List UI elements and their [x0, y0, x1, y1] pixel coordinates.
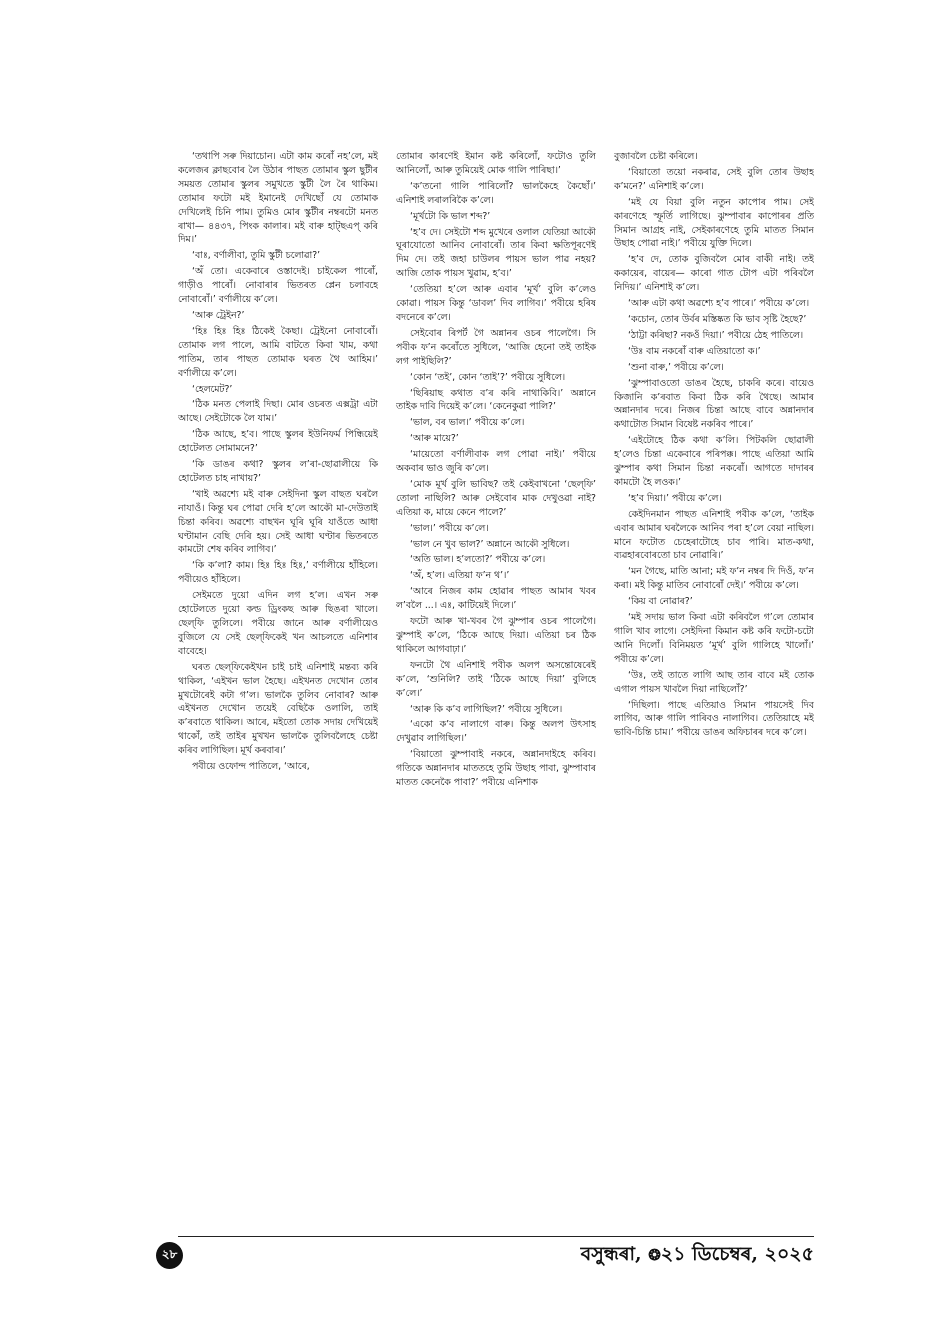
paragraph: ‘অঁ তো। একেবাৰে ওস্তাদেই। চাইকেল পাৰোঁ, গাড়ীও পাৰোঁ। নোবাৰাৰ ভিতৰত প্লেন চলাবহে নোবাৰোঁ।’ বৰ্ণালীয়ে ক’লে। [178, 266, 378, 306]
article-columns [178, 150, 814, 1212]
paragraph: ‘অঁ, হ’ল। এতিয়া ফ’ন থ’।’ [410, 570, 510, 582]
paragraph: ‘একো ক’ব নালাগে বাৰু। কিন্তু অলপ উৎসাহ দেখুৱাব লাগিছিল।’ [396, 719, 596, 745]
paragraph: ‘হ’ব দিয়া।’ পবীয়ে ক’লে। [628, 492, 722, 504]
paragraph: ‘খাই অৱশ্যে মই বাৰু সেইদিনা স্কুল বাছত ঘৰলৈ নাযাওঁ। কিন্তু ঘৰ পোৱা দেৰি হ’লে আকৌ মা-দেউতাই চিন্তা কৰিব। অৱশ্যে বাছখন ঘূৰি ঘূৰি যাওঁতে আধা ঘণ্টামান বেছি দেৰি হয়। সেই আধা ঘণ্টাৰ ভিতৰতে কামটো শেষ কৰিব লাগিব।’ [178, 488, 378, 556]
paragraph: ‘ভাল।’ পবীয়ে ক’লে। [410, 522, 489, 534]
paragraph: কেইদিনমান পাছত এনিশাই পবীক ক’লে, ‘তাইক এবাৰ আমাৰ ঘৰলৈকে আনিব পৰা হ’লে বেয়া নাছিল। মানে ফটোত চেহেৰাটোহে চাব পাৰি। মাত-কথা, ব্যৱহাৰবোৰতো চাব নোৱাৰি।’ [614, 508, 814, 562]
paragraph: ‘ক’তনো গালি পাৰিলোঁ? ভালকৈহে কৈছোঁ।’ এনিশাই লৰালৰিকৈ ক’লে। [396, 180, 596, 206]
paragraph: ‘কচোন, তোৰ উৰ্বৰ মস্তিষ্কত কি ভাব সৃষ্টি হৈছে?’ [628, 313, 807, 325]
paragraph: ‘কোন ‘তই’, কোন ‘তাই’?’ পবীয়ে সুধিলে। [410, 371, 566, 383]
paragraph: ‘ঠাট্টা কৰিছা? নকওঁ দিয়া।’ পবীয়ে ঠেহ পাতিলে। [628, 329, 804, 341]
magazine-title: বসুন্ধৰা, [580, 1243, 642, 1265]
paragraph: ‘মায়েতো বৰ্ণালীবাক লগ পোৱা নাই।’ পবীয়ে অকবাৰ ভাও জুৰি ক’লে। [396, 449, 596, 475]
paragraph: ‘ঠিক মনত পেলাই দিছা। মোৰ ওচৰত এক্সট্ৰা এটা আছে। সেইটোকে লৈ যাম।’ [178, 399, 378, 425]
paragraph: ‘বাঃ, বৰ্ণালীবা, তুমি স্কুটী চলোৱা?’ [192, 250, 321, 262]
paragraph: ‘কি ডাঙৰ কথা? স্কুলৰ ল’ৰা-ছোৱালীয়ে কি হোটেলত চাহ নাখায়?’ [178, 459, 378, 484]
paragraph: ‘বিয়াতো ঝুম্পাবাই নকৰে, অন্নানদাইহে কৰিব। গতিকে অন্নানদাৰ মাততহে তুমি উছাহ পাবা, ঝুম্পাবাৰ মাতত কেনেকৈ পাবা?’ পবীয়ে এনিশাক [396, 749, 596, 789]
paragraph: ‘আৰু ট্ৰেইন?’ [192, 309, 245, 321]
paragraph: ‘হ’ব দে, তোক বুজিবলৈ মোৰ বাকী নাই। তই ককায়েৰ, বায়েৰ— কাৰো গাত টোপ এটা পৰিবলৈ নিদিয়।’ এনিশাই ক’লে। [614, 254, 814, 294]
magazine-footer [581, 1240, 814, 1272]
paragraph: ঘৰত ছেল্‌ফিকেইখন চাই চাই এনিশাই মন্তব্য কৰি থাকিল, ‘এইখন ভাল হৈছে। এইখনত দেখোন তোৰ মুখটোৰেই কটা গ’ল। ভালকৈ তুলিব নোবাৰ? আৰু এইখনত দেখোন তয়েই বেছিকৈ ওলালি, তাই ক’ৰবাতে থাকিল। আৰে, মইতো তোক সদায় দেখিয়েই থাকোঁ, তই তাইৰ মুখখন ভালকৈ তুলিবলৈহে চেষ্টা কৰিব লাগিছিল। মূৰ্খ কৰবাৰ।’ [178, 661, 378, 757]
paragraph: ‘ঠিক আছে, হ’ব। পাছে স্কুলৰ ইউনিফৰ্ম পিন্ধিয়েই হোটেলত সোমামনে?’ [178, 429, 378, 455]
paragraph: ফটো আৰু খা-খবৰ গৈ ঝুম্পাৰ ওচৰ পালেগৈ। ঝুম্পাই ক’লে, ‘ঠিকে আছে দিয়া। এতিয়া চৰ ঠিক থাকিলে আগবাঢ়া।’ [396, 616, 596, 655]
paragraph: ‘ছিৰিয়াছ কথাত ব’ৰ কৰি নাথাকিবি।’ অন্নানে তাইক দাবি দিয়েই ক’লে। ‘কেনেকুৱা পালি?’ [396, 387, 596, 413]
issue-date: ২১ ডিচেম্বৰ, ২০২৫ [660, 1243, 814, 1265]
page-number: ২৮ [156, 1242, 183, 1269]
paragraph: ‘বিয়াতো তয়ো নকৰাৱ, সেই বুলি তোৰ উছাহ ক’মনে?’ এনিশাই ক’লে। [614, 166, 814, 192]
paragraph: ‘ভাল নে খুব ভাল?’ অন্নানে আকৌ সুধিলে। [410, 538, 570, 550]
paragraph: ‘মন গৈছে, মাতি আনা; মই ফ’ন নম্বৰ দি দিওঁ, ফ’ন কৰা। মই কিন্তু মাতিব নোবাৰোঁ দেই।’ পবীয়ে ক’লে। [614, 566, 814, 592]
flower-mark-icon: ❂ [648, 1246, 661, 1264]
paragraph: তোমাৰ কাৰণেই ইমান কষ্ট কৰিলোঁ, ফটোও তুলি আনিলোঁ, আৰু তুমিয়েই মোক গালি পাৰিছা।’ [396, 151, 596, 176]
column-3 [614, 150, 814, 1212]
paragraph: ‘কি ক’লা? কাম। হিঃ হিঃ হিঃ,’ বৰ্ণালীয়ে হাঁহিলে। পবীয়েও হাঁহিলে। [178, 560, 378, 586]
paragraph: ‘কিয় বা নোৱাৰ?’ [628, 596, 693, 608]
paragraph: ‘আৰু এটা কথা অৱশ্যে হ’ব পাৰে।’ পবীয়ে ক’লে। [628, 298, 810, 310]
paragraph: ‘তেতিয়া হ’লে আৰু এবাৰ ‘মূৰ্খ’ বুলি ক’লেও কোৱা। পায়স কিন্তু ‘ডাবল’ দিব লাগিব।’ পবীয়ে হৰিষ বদনেৰে ক’লে। [396, 284, 596, 323]
paragraph: ‘হিঃ হিঃ হিঃ ঠিকেই কৈছা। ট্ৰেইনো নোবাৰোঁ। তোমাক লগ পালে, আমি বাটতে কিবা খাম, কথা পাতিম, তাৰ পাছত তোমাক ঘৰত থৈ আহিম।’ বৰ্ণালীয়ে ক’লে। [178, 325, 378, 379]
paragraph: ‘তথাপি সৰু দিয়াচোন। এটা কাম কৰোঁ নহ’লে, মই কলেজৰ ক্লাছবোৰ লৈ উঠাৰ পাছত তোমাৰ স্কুল ছুটীৰ সময়ত তোমাৰ স্কুলৰ সমুখতে স্কুটী লৈ ৰৈ থাকিম। তোমাৰ ফটো মই ইমানেই দেখিছোঁ যে তোমাক দেখিলেই চিনি পাম। তুমিও মোৰ স্কুটীৰ নম্বৰটো মনত ৰাখা— ৪৪৩৭, পিংক কালাৰ। মই বাৰু হাট্‌ছএপ্ কৰি দিম।’ [178, 151, 378, 246]
column-1 [178, 150, 378, 1212]
paragraph: বুজাবলৈ চেষ্টা কৰিলে। [614, 151, 698, 162]
paragraph: ‘এইটোহে ঠিক কথা ক’লি। পিটকলি ছোৱালী হ’লেও চিন্তা একেবাৰে পৰিপক্ক। পাছে এতিয়া আমি ঝুম্পাৰ কথা সিমান চিন্তা নকৰোঁ। আগতে দাদাৰৰ কামটো হৈ লওক।’ [614, 435, 814, 488]
paragraph: সেইবোৰ ৰিপৰ্ট গৈ অন্নানৰ ওচৰ পালেগৈ। সি পবীক ফ’ন কৰোঁতে সুধিলে, ‘আজি হেনো তই তাইক লগ পাইছিলি?’ [396, 327, 596, 367]
paragraph: ‘ভাল, বৰ ভাল।’ পবীয়ে ক’লে। [410, 417, 525, 429]
paragraph: ‘মই যে বিয়া বুলি নতুন কাপোৰ পাম। সেই কাৰণেহে স্ফূৰ্তি লাগিছে। ঝুম্পাবাৰ কাপোৰৰ প্ৰতি সিমান আগ্ৰহ নাই, সেইকাৰণেহে তুমি মাতত সিমান উছাহ পোৱা নাই।’ পবীয়ে যুক্তি দিলে। [614, 196, 814, 250]
paragraph: ‘হেলমেট?’ [192, 383, 233, 395]
paragraph: ‘আৰে নিজৰ কাম হোৱাৰ পাছত আমাৰ খবৰ ল’বলৈ ...। এঃ, কাটিয়েই দিলে।’ [396, 586, 596, 612]
paragraph: পবীয়ে ওফোন্দ পাতিলে, ‘আৰে, [192, 761, 310, 773]
paragraph: ‘আৰু কি ক’ব লাগিছিল?’ পবীয়ে সুধিলে। [410, 703, 563, 715]
paragraph: ‘মই সদায় ভাল কিবা এটা কৰিবলৈ গ’লে তোমাৰ গালি খাব লাগে। সেইদিনা কিমান কষ্ট কৰি ফটো-চটো আনি দিলোঁ। বিনিময়ত ‘মূৰ্খ’ বুলি গালিহে খালোঁ।’ পবীয়ে ক’লে। [614, 612, 814, 665]
paragraph: ‘হ’ব দে। সেইটো শব্দ মুখেৰে ওলাল যেতিয়া আকৌ ঘূৰাযোতো আনিব নোবাৰোঁ। তাৰ কিবা ক্ষতিপূৰণেই দিম দে। তই জহা চাউলৰ পায়স ভাল পাৱ নহয়? আজি তোক পায়স খুৱাম, হ’ব।’ [396, 226, 596, 280]
paragraph: ‘উঃ, তই তাতে লাগি আছ তাৰ বাবে মই তোক এগাল পায়স খাবলৈ দিয়া নাছিলোঁ?’ [614, 669, 814, 695]
paragraph: ‘শুনা বাৰু,’ পবীয়ে ক’লে। [628, 361, 724, 373]
paragraph: ‘মোক মূৰ্খ বুলি ভাবিছ? তই কেইবাখনো ‘ছেল্‌ফি’ তোলা নাছিলি? আৰু সেইবোৰ মাক দেখুওৱা নাই? এতিয়া ক, মায়ে কেনে পালে?’ [396, 478, 596, 518]
paragraph: সেইমতে দুয়ো এদিন লগ হ’ল। এখন সৰু হোটেলতে দুয়ো কল্ড ড্ৰিংকছ আৰু ছিঙৰা খালে। ছেল্‌ফি তুলিলে। পবীয়ে জানে আৰু বৰ্ণালীয়েও বুজিলে যে সেই ছেল্‌ফিকেই খন আচলতে এনিশাৰ বাবেহে। [178, 590, 378, 657]
column-2 [396, 150, 596, 1212]
paragraph: ‘দিছিলা। পাছে এতিয়াও সিমান পায়সেই দিব লাগিব, আৰু গালি পাৰিবও নালাগিব। তেতিয়াহে মই ভাবি-চিন্তি চাম।’ পবীয়ে ডাঙৰ অফিচাৰৰ দৰে ক’লে। [614, 699, 814, 739]
paragraph: ‘আৰু মায়ে?’ [410, 433, 459, 445]
paragraph: ‘অতি ভাল। হ’লতো?’ পবীয়ে ক’লে। [410, 554, 546, 566]
paragraph: ‘উঃ বাম নকৰোঁ বাৰু এতিয়াতো ক।’ [628, 345, 761, 357]
paragraph: ‘ঝুম্পাবাওতো ডাঙৰ হৈছে, চাকৰি কৰে। বায়েও কিজানি ক’ৰবাত কিবা ঠিক কৰি থৈছে। আমাৰ অন্নানদাৰ দৰে। নিজৰ চিন্তা আছে বাবে অন্নানদাৰ কথাটোত সিমান বিষেষ্ট নকৰিব পাৰে।’ [614, 377, 814, 431]
footer-divider [178, 1236, 814, 1237]
paragraph: ফনটো থৈ এনিশাই পবীক অলপ অসন্তোষেৰেই ক’লে, ‘শুনিলি? তাই ‘ঠিকে আছে দিয়া’ বুলিহে ক’লে।’ [396, 659, 596, 699]
paragraph: ‘মূৰ্খটো কি ভাল শব্দ?’ [410, 210, 491, 222]
